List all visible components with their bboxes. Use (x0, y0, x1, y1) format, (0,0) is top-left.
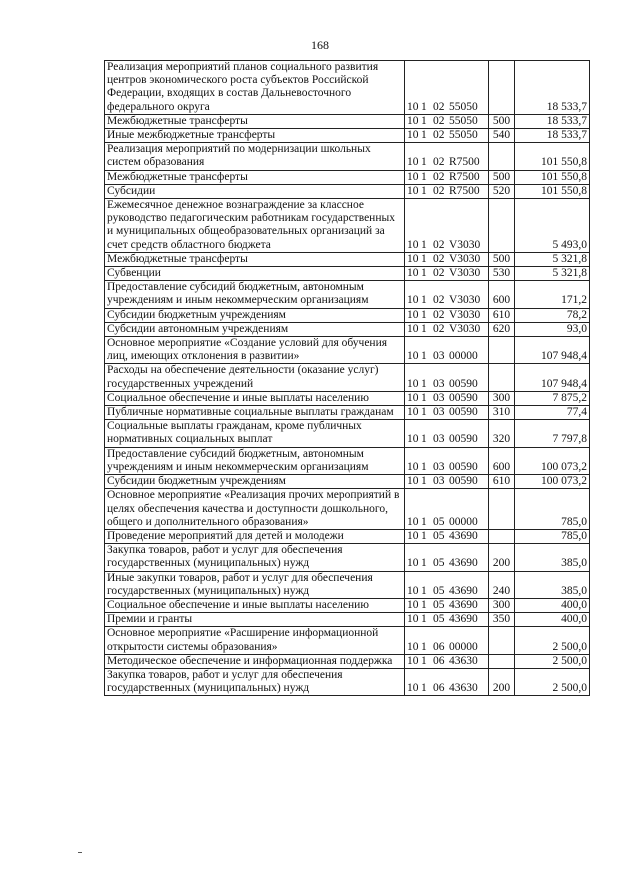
row-name: Межбюджетные трансферты (105, 114, 405, 128)
table-row (105, 406, 590, 420)
row-expense-type: 200 (489, 668, 515, 695)
code-section: 10 (407, 529, 419, 542)
code-program: 1 (421, 100, 427, 113)
code-event: 03 (433, 475, 445, 488)
row-expense-type (489, 143, 515, 170)
row-name: Межбюджетные трансферты (105, 170, 405, 184)
code-event: 05 (433, 613, 445, 626)
table-row (105, 668, 590, 695)
row-amount: 100 073,2 (515, 447, 590, 474)
code-section: 10 (407, 114, 419, 127)
code-direction: 00590 (449, 406, 478, 419)
code-program: 1 (421, 252, 427, 265)
row-name: Методическое обеспечение и информационная поддержка (105, 654, 405, 668)
row-name: Субсидии бюджетным учреждениям (105, 475, 405, 489)
table-row (105, 143, 590, 170)
row-amount: 107 948,4 (515, 337, 590, 364)
table-row (105, 61, 590, 115)
row-code (405, 627, 489, 654)
row-expense-type: 310 (489, 406, 515, 420)
row-amount: 101 550,8 (515, 143, 590, 170)
table-row (105, 114, 590, 128)
row-code (405, 613, 489, 627)
code-program: 1 (421, 267, 427, 280)
row-expense-type (489, 627, 515, 654)
code-program: 1 (421, 184, 427, 197)
row-code (405, 654, 489, 668)
row-expense-type (489, 337, 515, 364)
code-event: 02 (433, 267, 445, 280)
code-program: 1 (421, 529, 427, 542)
table-row (105, 654, 590, 668)
code-section: 10 (407, 294, 419, 307)
code-event: 02 (433, 322, 445, 335)
code-event: 05 (433, 584, 445, 597)
code-program: 1 (421, 294, 427, 307)
table-row (105, 391, 590, 405)
code-direction: 43690 (449, 584, 478, 597)
table-row (105, 598, 590, 612)
code-program: 1 (421, 515, 427, 528)
code-event: 05 (433, 598, 445, 611)
code-program: 1 (421, 170, 427, 183)
code-direction: R7500 (449, 156, 480, 169)
code-program: 1 (421, 598, 427, 611)
table-row (105, 267, 590, 281)
row-name: Предоставление субсидий бюджетным, автономным учреждениям и иным некоммерческим организациям (105, 447, 405, 474)
row-expense-type: 540 (489, 129, 515, 143)
code-section: 10 (407, 350, 419, 363)
row-expense-type: 200 (489, 544, 515, 571)
code-event: 03 (433, 460, 445, 473)
code-direction: 00590 (449, 460, 478, 473)
row-code (405, 447, 489, 474)
row-expense-type (489, 61, 515, 115)
table-row (105, 129, 590, 143)
row-code (405, 143, 489, 170)
code-section: 10 (407, 238, 419, 251)
table-row (105, 447, 590, 474)
code-program: 1 (421, 433, 427, 446)
code-direction: 43630 (449, 654, 478, 667)
code-section: 10 (407, 156, 419, 169)
table-row (105, 529, 590, 543)
row-name: Иные межбюджетные трансферты (105, 129, 405, 143)
code-event: 02 (433, 294, 445, 307)
row-code (405, 61, 489, 115)
row-code (405, 308, 489, 322)
code-direction: 00000 (449, 640, 478, 653)
row-name: Социальное обеспечение и иные выплаты населению (105, 391, 405, 405)
row-expense-type: 350 (489, 613, 515, 627)
row-expense-type (489, 654, 515, 668)
row-name: Публичные нормативные социальные выплаты гражданам (105, 406, 405, 420)
code-event: 02 (433, 238, 445, 251)
row-amount: 785,0 (515, 489, 590, 530)
code-event: 03 (433, 391, 445, 404)
code-event: 06 (433, 682, 445, 695)
code-direction: 55050 (449, 129, 478, 142)
row-code (405, 322, 489, 336)
code-direction: 43690 (449, 557, 478, 570)
code-program: 1 (421, 129, 427, 142)
row-code (405, 544, 489, 571)
budget-table-body (105, 61, 590, 696)
code-direction: V3030 (449, 322, 481, 335)
row-code (405, 114, 489, 128)
code-section: 10 (407, 515, 419, 528)
row-name: Предоставление субсидий бюджетным, автономным учреждениям и иным некоммерческим организациям (105, 281, 405, 308)
row-amount: 785,0 (515, 529, 590, 543)
table-row (105, 571, 590, 598)
code-program: 1 (421, 156, 427, 169)
code-direction: 55050 (449, 100, 478, 113)
row-code (405, 364, 489, 391)
table-row (105, 281, 590, 308)
code-event: 02 (433, 308, 445, 321)
code-section: 10 (407, 613, 419, 626)
code-program: 1 (421, 238, 427, 251)
row-amount: 93,0 (515, 322, 590, 336)
table-row (105, 170, 590, 184)
row-amount: 100 073,2 (515, 475, 590, 489)
code-section: 10 (407, 640, 419, 653)
row-code (405, 267, 489, 281)
code-section: 10 (407, 557, 419, 570)
table-row (105, 544, 590, 571)
code-event: 02 (433, 252, 445, 265)
code-direction: 55050 (449, 114, 478, 127)
code-direction: 43690 (449, 598, 478, 611)
row-expense-type: 300 (489, 598, 515, 612)
row-amount: 7 797,8 (515, 420, 590, 447)
row-amount: 5 321,8 (515, 252, 590, 266)
row-expense-type: 600 (489, 447, 515, 474)
row-amount: 18 533,7 (515, 129, 590, 143)
table-row (105, 184, 590, 198)
row-amount: 400,0 (515, 598, 590, 612)
table-row (105, 337, 590, 364)
code-event: 03 (433, 433, 445, 446)
row-code (405, 668, 489, 695)
row-amount: 18 533,7 (515, 114, 590, 128)
code-direction: R7500 (449, 184, 480, 197)
code-program: 1 (421, 557, 427, 570)
code-direction: 00590 (449, 475, 478, 488)
row-expense-type: 500 (489, 170, 515, 184)
code-program: 1 (421, 475, 427, 488)
row-name: Субвенции (105, 267, 405, 281)
code-program: 1 (421, 613, 427, 626)
code-section: 10 (407, 184, 419, 197)
row-name: Субсидии автономным учреждениям (105, 322, 405, 336)
row-code (405, 489, 489, 530)
row-amount: 101 550,8 (515, 170, 590, 184)
code-section: 10 (407, 308, 419, 321)
code-section: 10 (407, 322, 419, 335)
row-code (405, 420, 489, 447)
row-code (405, 337, 489, 364)
code-section: 10 (407, 682, 419, 695)
row-amount: 2 500,0 (515, 654, 590, 668)
code-section: 10 (407, 475, 419, 488)
table-row (105, 420, 590, 447)
code-program: 1 (421, 640, 427, 653)
row-expense-type (489, 364, 515, 391)
row-code (405, 571, 489, 598)
row-code (405, 129, 489, 143)
row-code (405, 184, 489, 198)
row-expense-type: 620 (489, 322, 515, 336)
code-event: 06 (433, 654, 445, 667)
row-amount: 101 550,8 (515, 184, 590, 198)
row-expense-type: 320 (489, 420, 515, 447)
row-amount: 400,0 (515, 613, 590, 627)
code-direction: 00590 (449, 433, 478, 446)
code-program: 1 (421, 350, 427, 363)
row-name: Основное мероприятие «Расширение информационной открытости системы образования» (105, 627, 405, 654)
row-expense-type: 610 (489, 308, 515, 322)
code-section: 10 (407, 406, 419, 419)
row-amount: 7 875,2 (515, 391, 590, 405)
row-name: Межбюджетные трансферты (105, 252, 405, 266)
page-number: 168 (311, 38, 329, 52)
row-expense-type: 300 (489, 391, 515, 405)
scan-mark (78, 852, 82, 853)
code-direction: V3030 (449, 238, 481, 251)
code-direction: V3030 (449, 308, 481, 321)
row-name: Основное мероприятие «Реализация прочих мероприятий в целях обеспечения качества и доступности дошкольного, общего и дополнительного образования» (105, 489, 405, 530)
row-code (405, 199, 489, 253)
row-name: Ежемесячное денежное вознаграждение за классное руководство педагогическим работникам государственных и муниципальных общеобразовательных организаций за счет средств областного бюджета (105, 199, 405, 253)
row-expense-type (489, 489, 515, 530)
code-event: 06 (433, 640, 445, 653)
row-name: Субсидии бюджетным учреждениям (105, 308, 405, 322)
code-event: 05 (433, 515, 445, 528)
code-section: 10 (407, 267, 419, 280)
row-name: Иные закупки товаров, работ и услуг для обеспечения государственных (муниципальных) нужд (105, 571, 405, 598)
row-code (405, 529, 489, 543)
table-row (105, 364, 590, 391)
row-amount: 385,0 (515, 544, 590, 571)
row-code (405, 598, 489, 612)
row-name: Закупка товаров, работ и услуг для обеспечения государственных (муниципальных) нужд (105, 668, 405, 695)
row-name: Реализация мероприятий планов социального развития центров экономического роста субъектов Российской Федерации, входящих в состав Дальневосточного федерального округа (105, 61, 405, 115)
row-code (405, 475, 489, 489)
code-direction: 43690 (449, 613, 478, 626)
code-program: 1 (421, 460, 427, 473)
row-name: Субсидии (105, 184, 405, 198)
row-amount: 18 533,7 (515, 61, 590, 115)
row-name: Реализация мероприятий по модернизации школьных систем образования (105, 143, 405, 170)
code-section: 10 (407, 170, 419, 183)
code-event: 02 (433, 129, 445, 142)
row-name: Социальное обеспечение и иные выплаты населению (105, 598, 405, 612)
row-expense-type: 530 (489, 267, 515, 281)
row-amount: 107 948,4 (515, 364, 590, 391)
code-section: 10 (407, 598, 419, 611)
code-event: 02 (433, 184, 445, 197)
code-section: 10 (407, 654, 419, 667)
code-section: 10 (407, 377, 419, 390)
row-expense-type: 240 (489, 571, 515, 598)
code-program: 1 (421, 682, 427, 695)
table-row (105, 613, 590, 627)
row-name: Расходы на обеспечение деятельности (оказание услуг) государственных учреждений (105, 364, 405, 391)
code-direction: V3030 (449, 252, 481, 265)
code-direction: 00590 (449, 391, 478, 404)
row-code (405, 252, 489, 266)
code-program: 1 (421, 308, 427, 321)
code-program: 1 (421, 406, 427, 419)
row-amount: 77,4 (515, 406, 590, 420)
table-row (105, 322, 590, 336)
code-program: 1 (421, 322, 427, 335)
code-direction: 43630 (449, 682, 478, 695)
row-name: Закупка товаров, работ и услуг для обеспечения государственных (муниципальных) нужд (105, 544, 405, 571)
row-amount: 2 500,0 (515, 668, 590, 695)
row-amount: 5 493,0 (515, 199, 590, 253)
table-row (105, 475, 590, 489)
code-event: 05 (433, 557, 445, 570)
row-code (405, 406, 489, 420)
row-expense-type: 600 (489, 281, 515, 308)
code-event: 03 (433, 406, 445, 419)
code-section: 10 (407, 252, 419, 265)
code-section: 10 (407, 433, 419, 446)
code-program: 1 (421, 377, 427, 390)
code-direction: V3030 (449, 267, 481, 280)
code-event: 02 (433, 100, 445, 113)
row-amount: 385,0 (515, 571, 590, 598)
row-name: Премии и гранты (105, 613, 405, 627)
table-row (105, 199, 590, 253)
code-program: 1 (421, 654, 427, 667)
row-name: Социальные выплаты гражданам, кроме публичных нормативных социальных выплат (105, 420, 405, 447)
code-direction: 00000 (449, 350, 478, 363)
row-expense-type (489, 529, 515, 543)
code-section: 10 (407, 129, 419, 142)
code-event: 02 (433, 170, 445, 183)
code-direction: 00590 (449, 377, 478, 390)
row-code (405, 170, 489, 184)
row-amount: 171,2 (515, 281, 590, 308)
code-direction: 43690 (449, 529, 478, 542)
code-program: 1 (421, 114, 427, 127)
row-expense-type: 610 (489, 475, 515, 489)
code-program: 1 (421, 584, 427, 597)
row-amount: 78,2 (515, 308, 590, 322)
row-expense-type: 520 (489, 184, 515, 198)
row-expense-type: 500 (489, 252, 515, 266)
row-amount: 5 321,8 (515, 267, 590, 281)
row-expense-type: 500 (489, 114, 515, 128)
code-section: 10 (407, 460, 419, 473)
code-event: 02 (433, 156, 445, 169)
code-program: 1 (421, 391, 427, 404)
budget-table (104, 60, 590, 696)
code-section: 10 (407, 584, 419, 597)
code-event: 03 (433, 350, 445, 363)
row-name: Основное мероприятие «Создание условий для обучения лиц, имеющих отклонения в развитии» (105, 337, 405, 364)
row-name: Проведение мероприятий для детей и молодежи (105, 529, 405, 543)
row-amount: 2 500,0 (515, 627, 590, 654)
row-expense-type (489, 199, 515, 253)
table-row (105, 308, 590, 322)
row-code (405, 281, 489, 308)
code-direction: R7500 (449, 170, 480, 183)
code-section: 10 (407, 100, 419, 113)
row-code (405, 391, 489, 405)
code-section: 10 (407, 391, 419, 404)
code-direction: V3030 (449, 294, 481, 307)
code-event: 05 (433, 529, 445, 542)
code-event: 02 (433, 114, 445, 127)
code-event: 03 (433, 377, 445, 390)
table-row (105, 489, 590, 530)
table-row (105, 627, 590, 654)
code-direction: 00000 (449, 515, 478, 528)
table-row (105, 252, 590, 266)
